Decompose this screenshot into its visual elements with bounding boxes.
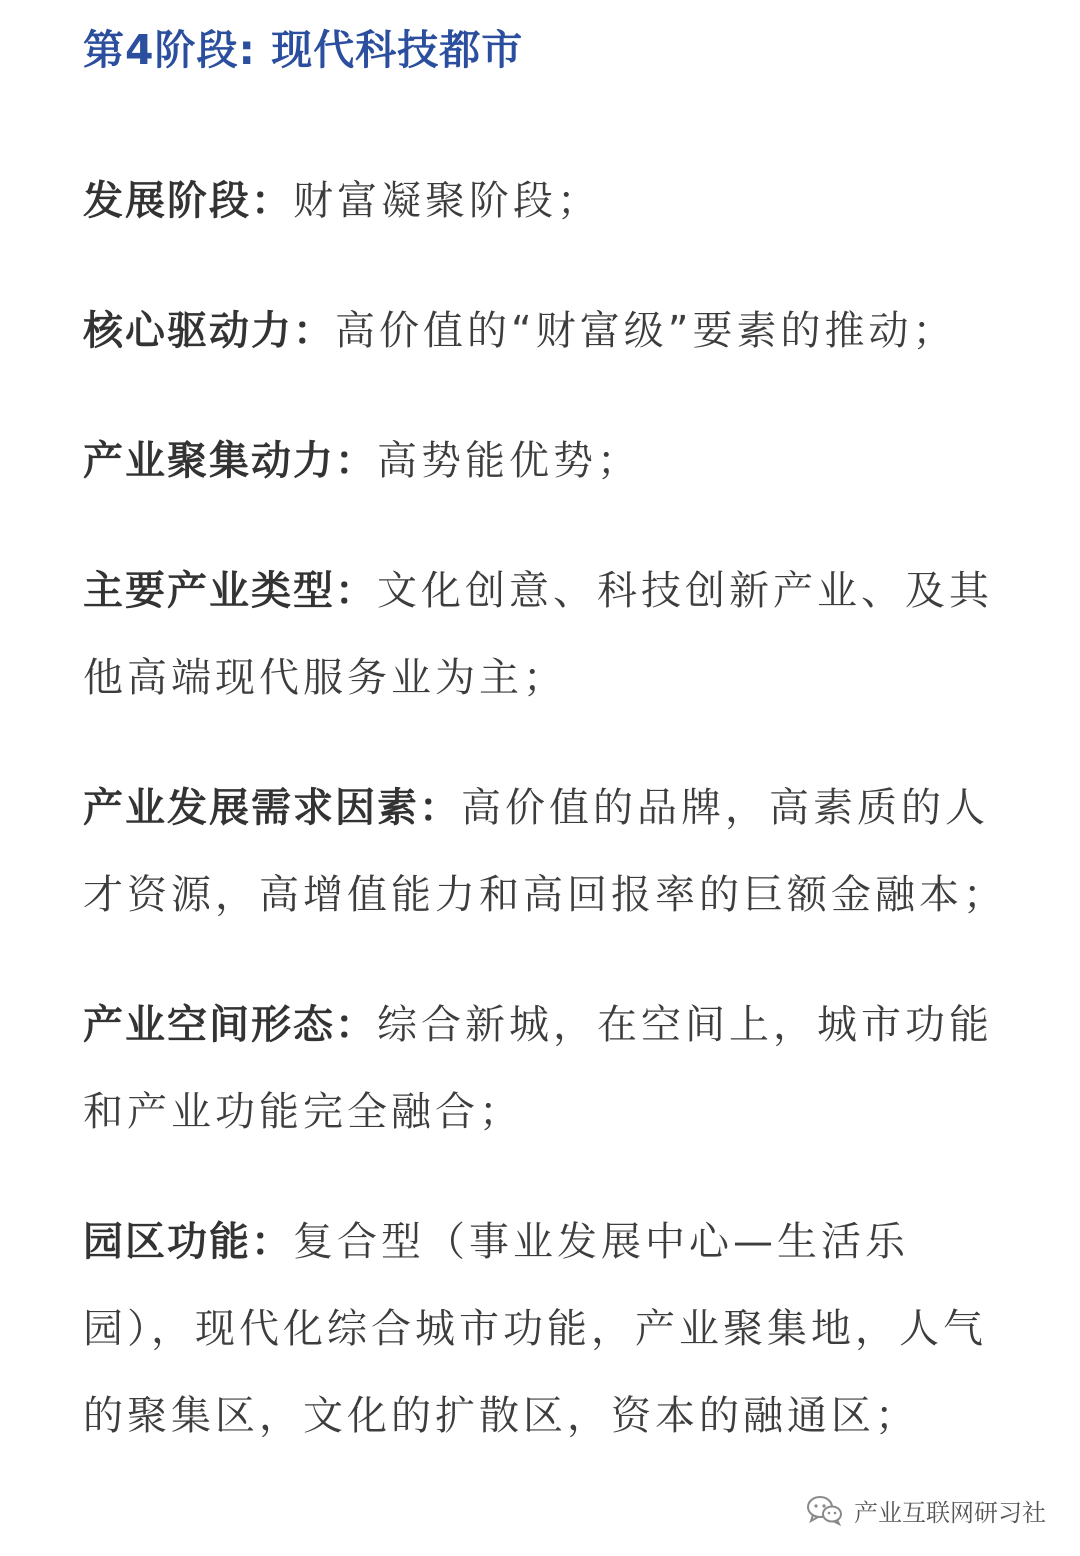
item-core-driver [83,288,1013,375]
item-industry-types [83,548,1013,722]
item-industry-agglomeration [83,418,1013,505]
item-value: 综合新城，在空间上，城市功能和产业功能完全融合； [83,1002,993,1135]
item-key: 产业聚集动力： [83,438,377,484]
item-key: 核心驱动力： [83,308,335,354]
item-value: 财富凝聚阶段； [293,178,601,224]
item-value: 高势能优势； [377,438,641,484]
item-park-function [83,1199,1013,1460]
article [83,22,1013,1460]
section-heading: 第4阶段: 现代科技都市 [83,26,524,74]
item-value: 复合型（事业发展中心—生活乐园），现代化综合城市功能，产业聚集地，人气的聚集区，文化的扩散区，资本的融通区； [83,1219,987,1439]
item-key: 产业发展需求因素： [83,785,461,831]
item-key: 主要产业类型： [83,568,377,614]
item-value: 文化创意、科技创新产业、及其他高端现代服务业为主； [83,568,993,701]
item-key: 产业空间形态： [83,1002,377,1048]
item-value: 高价值的品牌，高素质的人才资源，高增值能力和高回报率的巨额金融本； [83,785,1007,918]
item-key: 园区功能： [83,1219,293,1265]
wechat-icon [806,1494,844,1526]
watermark-text: 产业互联网研习社 [854,1498,1046,1527]
item-spatial-form [83,982,1013,1156]
item-demand-factors [83,765,1013,939]
item-key: 发展阶段： [83,178,293,224]
watermark [806,1488,1046,1532]
item-value: 高价值的“财富级”要素的推动； [335,308,957,354]
item-development-stage [83,158,1013,245]
